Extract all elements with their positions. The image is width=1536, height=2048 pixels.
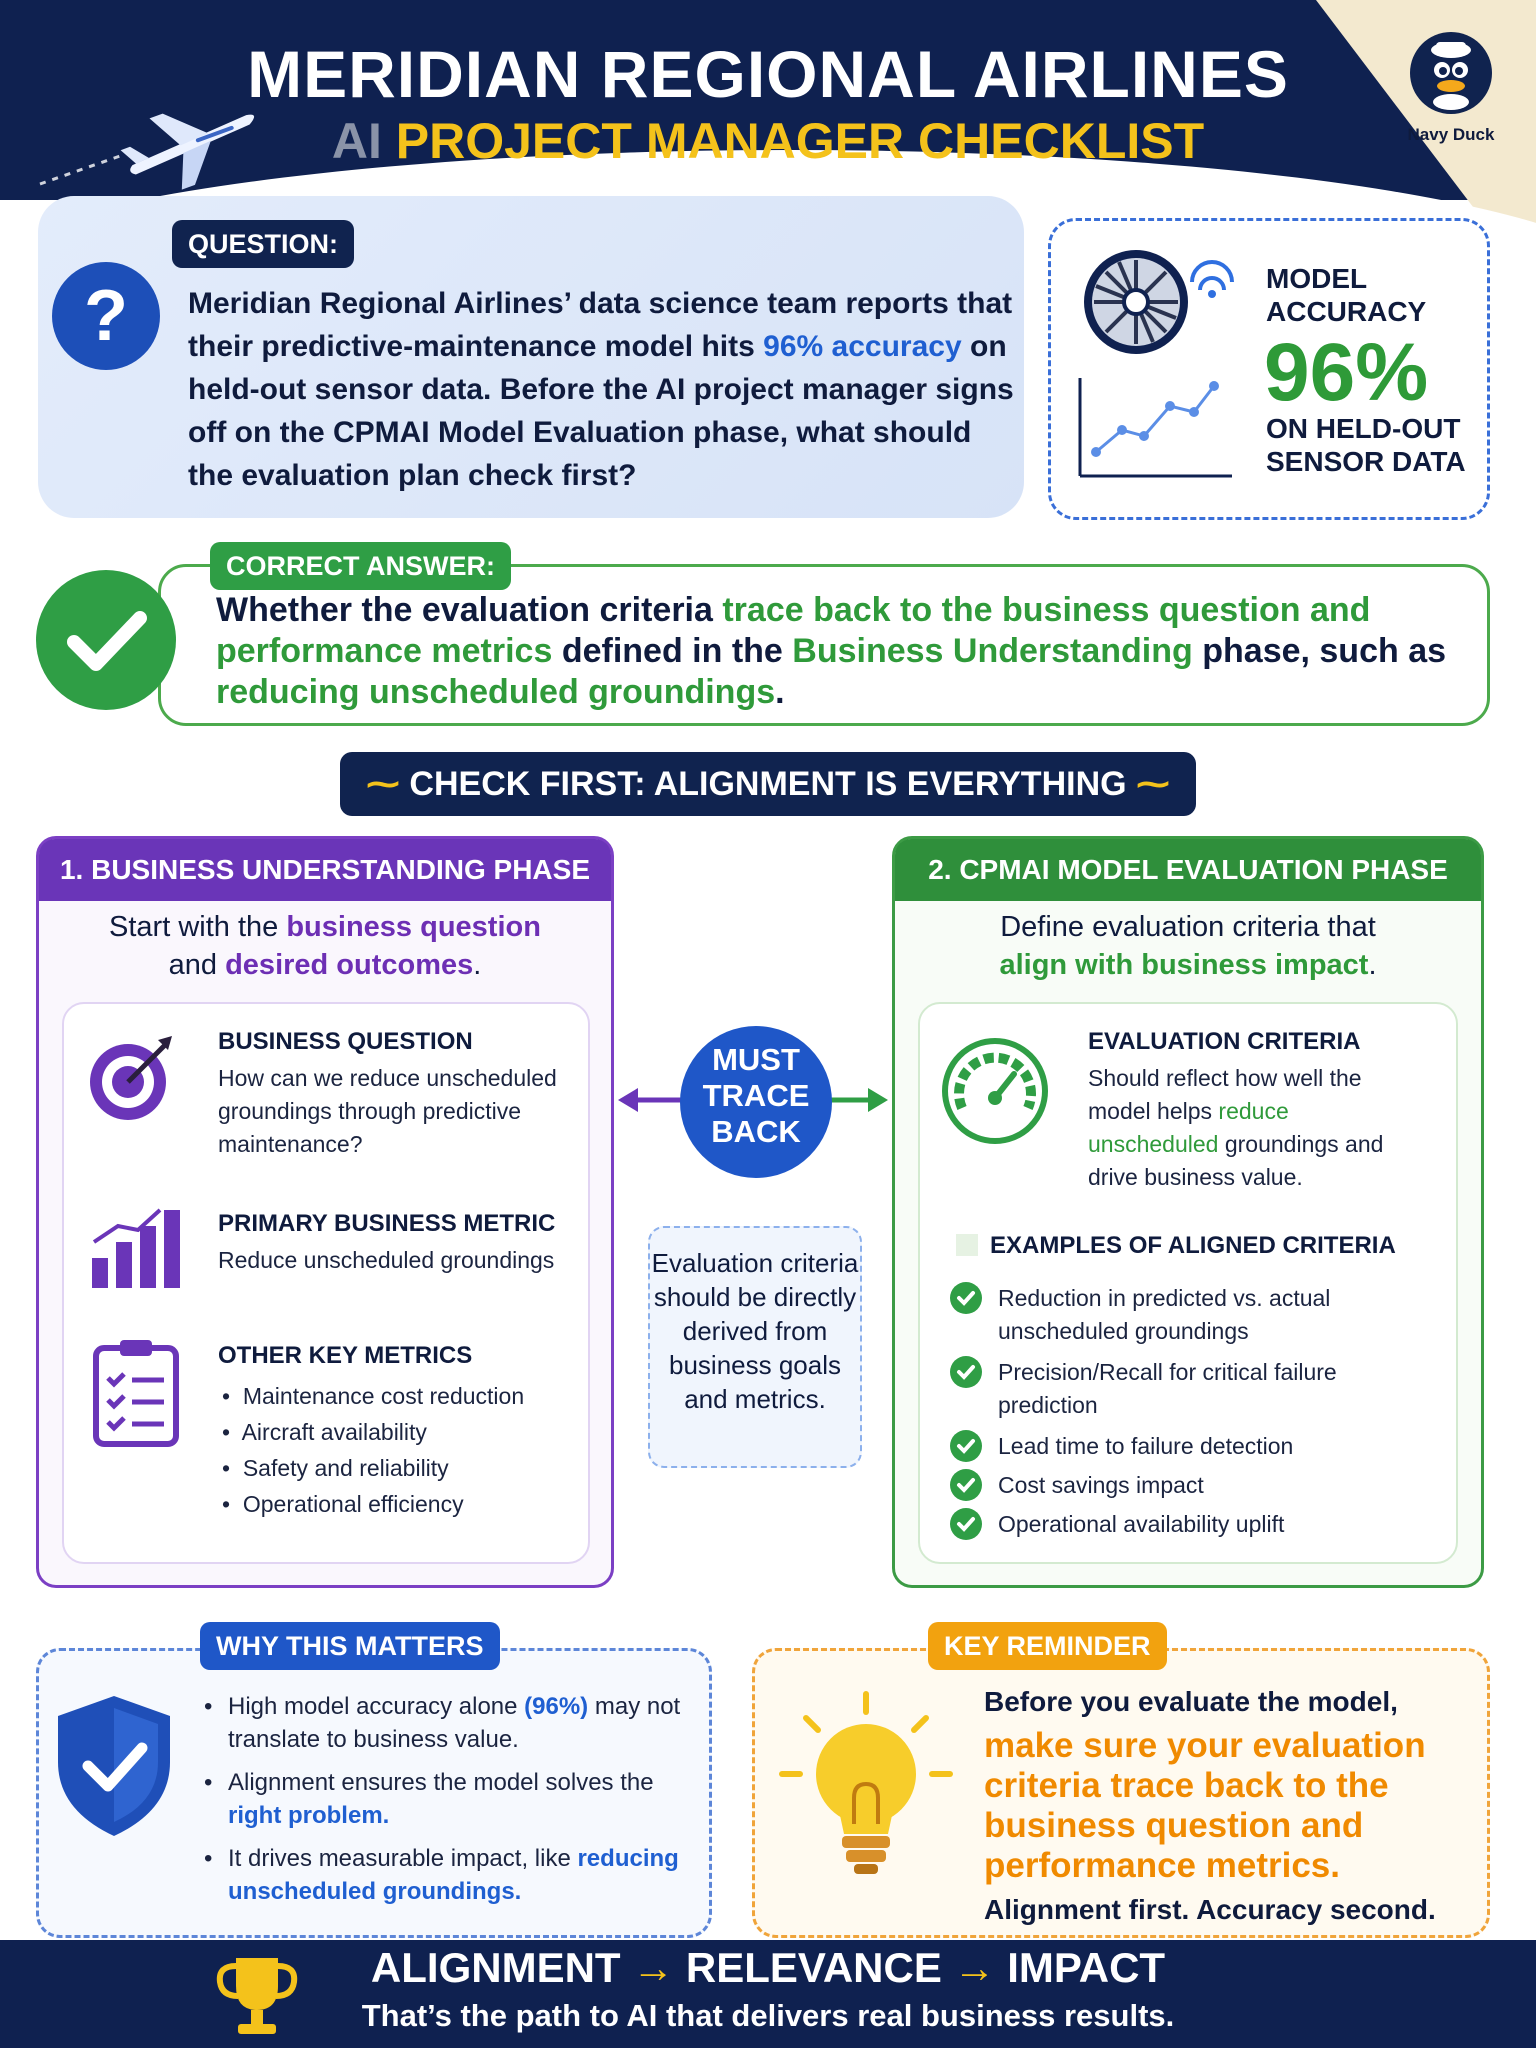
evaluation-criteria-text — [1088, 1062, 1418, 1194]
business-question-text: How can we reduce unscheduled groundings through predictive maintenance? — [218, 1065, 557, 1157]
example-text: Cost savings impact — [998, 1472, 1204, 1498]
answer-highlight: reducing unscheduled groundings — [216, 673, 776, 711]
brand-name: Navy Duck — [1407, 125, 1495, 144]
answer-text-part: . — [775, 673, 785, 711]
center-note: Evaluation criteria should be directly derived from business goals and metrics. — [648, 1226, 862, 1468]
phase2-title: 2. CPMAI MODEL EVALUATION PHASE — [895, 839, 1481, 901]
trace-word: MUST — [712, 1042, 800, 1077]
eval-highlight: reduce unscheduled — [1088, 1098, 1289, 1157]
lightbulb-icon — [776, 1688, 956, 1888]
list-item — [950, 1469, 1450, 1502]
why-highlight: right problem. — [228, 1802, 390, 1829]
trace-word: TRACE — [702, 1078, 810, 1113]
metric-bullet: Maintenance cost reduction — [242, 1383, 525, 1409]
duck-mascot-icon — [1408, 30, 1494, 116]
answer-highlight: Business Understanding — [792, 632, 1193, 670]
answer-highlight: trace back to the business question and performance metrics — [216, 591, 1371, 670]
intro-highlight: business question — [286, 911, 541, 943]
intro-part: Start with the — [109, 911, 287, 943]
spark-icon: ⁓ — [365, 765, 410, 803]
list-item — [950, 1282, 1450, 1348]
question-text — [188, 282, 1018, 497]
check-circle-icon — [950, 1356, 982, 1388]
intro-part: . — [473, 949, 482, 981]
why-tag: WHY THIS MATTERS — [200, 1622, 500, 1670]
intro-highlight: align with business impact — [999, 949, 1369, 981]
accuracy-label-bottom — [1266, 412, 1466, 478]
examples-title: EXAMPLES OF ALIGNED CRITERIA — [990, 1232, 1396, 1259]
accuracy-label-line: ACCURACY — [1266, 296, 1427, 327]
engine-chart-icon — [1074, 246, 1254, 486]
gauge-icon — [940, 1036, 1050, 1146]
business-question-title: BUSINESS QUESTION — [218, 1028, 473, 1055]
why-list — [200, 1690, 700, 1918]
check-first-banner — [340, 752, 1196, 816]
shield-check-icon — [52, 1692, 176, 1840]
answer-tag: CORRECT ANSWER: — [210, 542, 511, 590]
page-title: MERIDIAN REGIONAL AIRLINES — [247, 37, 1289, 111]
list-item — [950, 1508, 1450, 1541]
list-item — [200, 1690, 700, 1756]
list-item: • Maintenance cost reduction — [222, 1383, 525, 1409]
metric-bullet: Operational efficiency — [242, 1491, 464, 1517]
bar-chart-icon — [88, 1202, 184, 1292]
eval-part: Should reflect how well the model helps — [1088, 1065, 1362, 1124]
examples-list — [950, 1282, 1450, 1541]
footer-word: RELEVANCE — [685, 1944, 942, 1991]
intro-part: . — [1368, 949, 1377, 981]
other-metrics-list — [222, 1378, 582, 1522]
why-text: High model accuracy alone — [228, 1693, 525, 1720]
why-highlight: reducing unscheduled groundings. — [228, 1845, 679, 1905]
checklist-clipboard-icon — [92, 1338, 180, 1448]
evaluation-criteria-title: EVALUATION CRITERIA — [1088, 1028, 1361, 1055]
answer-text-part: Whether the evaluation criteria — [216, 591, 723, 629]
list-item: • Operational efficiency — [222, 1491, 464, 1517]
example-text: Lead time to failure detection — [998, 1433, 1294, 1459]
key-reminder-tag: KEY REMINDER — [928, 1622, 1167, 1670]
primary-metric-text: Reduce unscheduled groundings — [218, 1247, 555, 1273]
list-item: • Aircraft availability — [222, 1419, 427, 1445]
answer-text-part: phase, such as — [1192, 632, 1447, 670]
banner-text: CHECK FIRST: ALIGNMENT IS EVERYTHING — [409, 765, 1127, 803]
phase1-title: 1. BUSINESS UNDERSTANDING PHASE — [39, 839, 611, 901]
check-circle-icon — [950, 1430, 982, 1462]
check-circle-icon — [950, 1508, 982, 1540]
accuracy-value: 96% — [1264, 327, 1429, 418]
example-text: Reduction in predicted vs. actual unscheduled groundings — [998, 1285, 1331, 1344]
reminder-line-3: Alignment first. Accuracy second. — [984, 1894, 1436, 1925]
check-circle-icon — [950, 1282, 982, 1314]
list-item — [950, 1430, 1450, 1463]
must-trace-back-badge — [680, 1026, 832, 1178]
why-highlight: (96%) — [524, 1693, 589, 1720]
eval-part: groundings and drive business value. — [1088, 1131, 1384, 1190]
example-text: Operational availability uplift — [998, 1511, 1285, 1537]
list-item — [950, 1356, 1450, 1422]
trace-word: BACK — [711, 1114, 801, 1149]
target-icon — [84, 1030, 180, 1126]
intro-part: and — [168, 949, 226, 981]
why-text: It drives measurable impact, like — [228, 1845, 578, 1872]
page-subtitle — [0, 112, 1536, 170]
phase1-intro — [40, 908, 610, 984]
metric-bullet: Safety and reliability — [242, 1455, 449, 1481]
question-mark-icon: ? — [52, 262, 160, 370]
answer-text — [216, 590, 1486, 713]
intro-highlight: desired outcomes — [225, 949, 474, 981]
example-text: Precision/Recall for critical failure prediction — [998, 1359, 1337, 1418]
checkmark-icon — [36, 570, 176, 710]
list-item — [200, 1766, 700, 1832]
accuracy-label-line: SENSOR DATA — [1266, 446, 1466, 477]
list-item — [200, 1842, 700, 1908]
question-tag: QUESTION: — [172, 220, 354, 268]
accuracy-label-line: ON HELD-OUT — [1266, 413, 1461, 444]
examples-marker — [956, 1234, 978, 1256]
why-text: Alignment ensures the model solves the — [228, 1769, 654, 1796]
arrow-right-icon: → — [632, 1944, 675, 1991]
metric-bullet: Aircraft availability — [241, 1419, 427, 1445]
other-metrics-title: OTHER KEY METRICS — [218, 1342, 473, 1369]
brand-logo — [1376, 30, 1526, 145]
footer-path — [0, 1944, 1536, 1992]
footer-word: ALIGNMENT — [370, 1944, 621, 1991]
footer-word: IMPACT — [1007, 1944, 1166, 1991]
accuracy-label-top — [1266, 262, 1426, 328]
question-highlight: 96% accuracy — [763, 330, 962, 363]
accuracy-label-line: MODEL — [1266, 263, 1368, 294]
why-text: may not translate to business value. — [228, 1693, 681, 1753]
arrow-right-icon: → — [953, 1944, 996, 1991]
primary-metric-title: PRIMARY BUSINESS METRIC — [218, 1210, 556, 1237]
subtitle-ai: AI — [331, 113, 382, 169]
intro-part: Define evaluation criteria that — [1000, 911, 1376, 943]
footer-subtitle: That’s the path to AI that delivers real business results. — [361, 1998, 1175, 2033]
subtitle-rest: PROJECT MANAGER CHECKLIST — [395, 113, 1205, 169]
question-text-part: Meridian Regional Airlines’ data science team reports that their predictive-maintenance model hits — [188, 287, 1013, 363]
check-circle-icon — [950, 1469, 982, 1501]
list-item: • Safety and reliability — [222, 1455, 449, 1481]
question-text-part: on held-out sensor data. Before the AI project manager signs off on the CPMAI Model Evaluation phase, what should the evaluation plan check first? — [188, 330, 1014, 492]
spark-icon: ⁓ — [1126, 765, 1171, 803]
reminder-line-1: Before you evaluate the model, — [984, 1686, 1398, 1717]
answer-text-part: defined in the — [552, 632, 793, 670]
phase2-intro — [896, 908, 1480, 984]
reminder-line-2: make sure your evaluation criteria trace back to the business question and performance metrics. — [984, 1726, 1426, 1885]
